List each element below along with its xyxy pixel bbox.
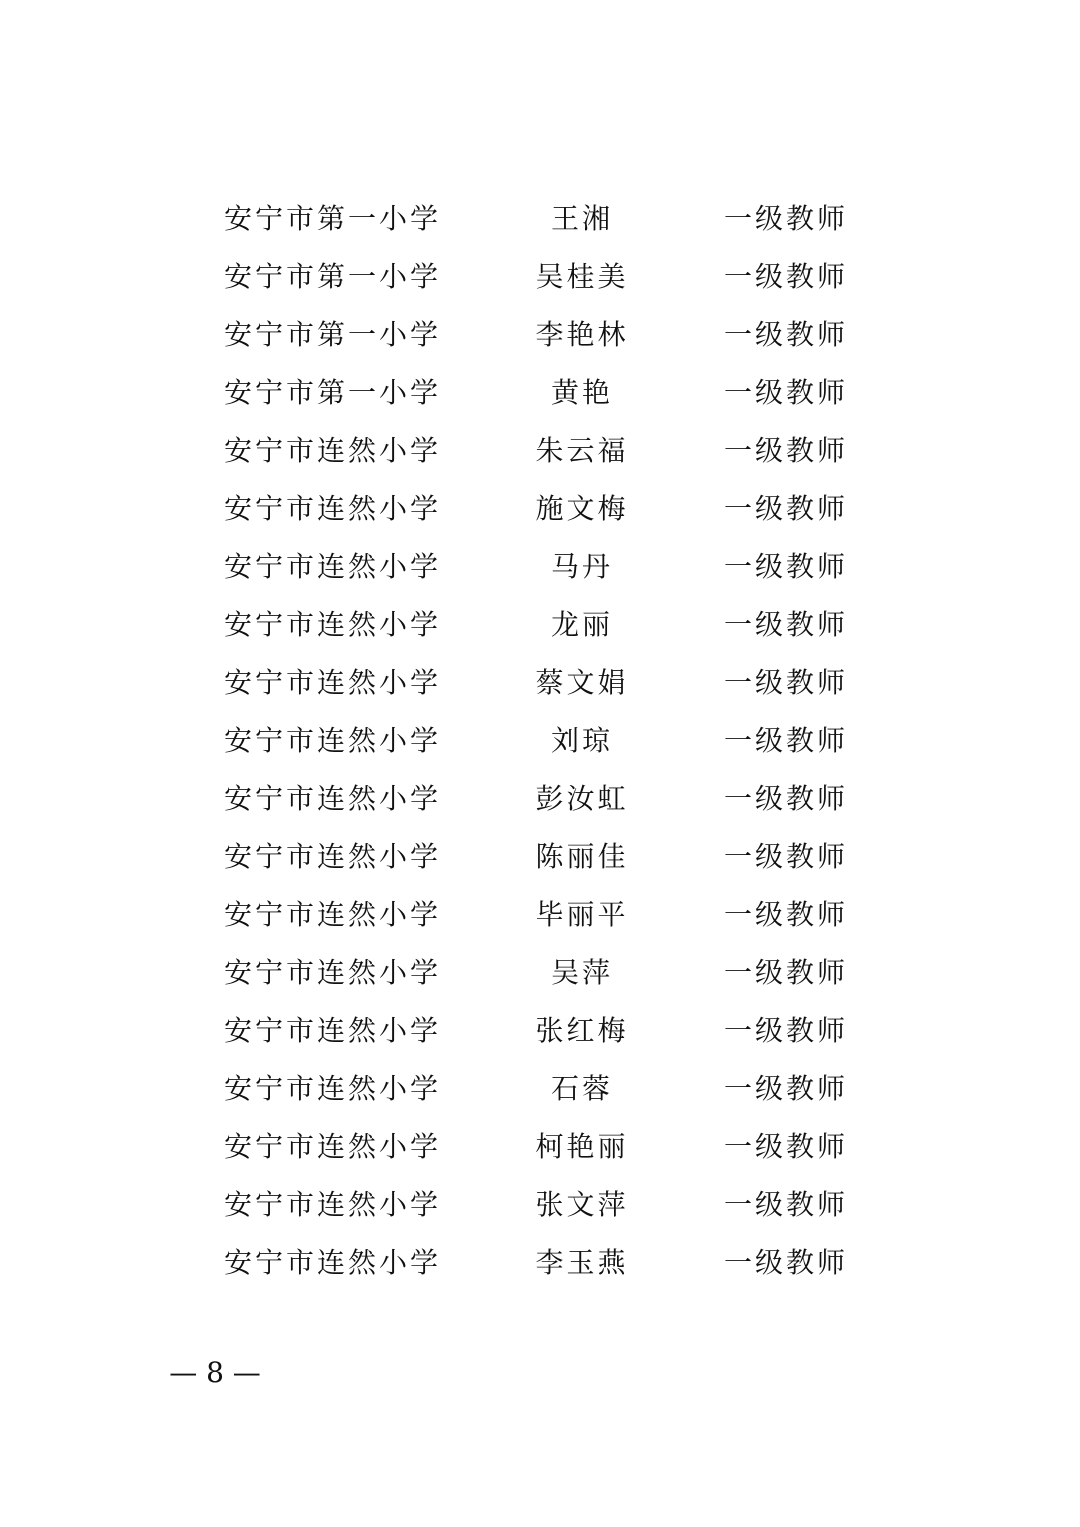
school-name: 安宁市连然小学 [224, 1188, 442, 1221]
teacher-title: 一级教师 [724, 898, 849, 931]
teacher-title: 一级教师 [724, 1072, 849, 1105]
list-item [0, 770, 1080, 828]
teacher-title: 一级教师 [724, 260, 849, 293]
teacher-name: 龙丽 [550, 608, 613, 641]
teacher-name: 吴萍 [550, 956, 613, 989]
teacher-title: 一级教师 [724, 376, 849, 409]
list-item [0, 654, 1080, 712]
list-item [0, 248, 1080, 306]
list-item [0, 712, 1080, 770]
teacher-title: 一级教师 [724, 492, 849, 525]
teacher-title: 一级教师 [724, 550, 849, 583]
list-item [0, 828, 1080, 886]
teacher-title: 一级教师 [724, 1246, 849, 1279]
page-number: — 8 — [169, 1356, 261, 1389]
teacher-name: 柯艳丽 [535, 1130, 629, 1163]
teacher-name: 施文梅 [535, 492, 629, 525]
school-name: 安宁市连然小学 [224, 898, 442, 931]
teacher-title: 一级教师 [724, 1130, 849, 1163]
school-name: 安宁市连然小学 [224, 782, 442, 815]
teacher-title: 一级教师 [724, 434, 849, 467]
school-name: 安宁市连然小学 [224, 666, 442, 699]
teacher-name: 李艳林 [535, 318, 629, 351]
teacher-name: 马丹 [550, 550, 613, 583]
teacher-title: 一级教师 [724, 956, 849, 989]
list-item [0, 1118, 1080, 1176]
teacher-title: 一级教师 [724, 202, 849, 235]
list-item [0, 1176, 1080, 1234]
school-name: 安宁市连然小学 [224, 1014, 442, 1047]
list-item [0, 886, 1080, 944]
list-item [0, 480, 1080, 538]
teacher-title: 一级教师 [724, 724, 849, 757]
school-name: 安宁市连然小学 [224, 434, 442, 467]
teacher-name: 王湘 [550, 202, 613, 235]
list-item [0, 364, 1080, 422]
school-name: 安宁市连然小学 [224, 1246, 442, 1279]
teacher-name: 李玉燕 [535, 1246, 629, 1279]
school-name: 安宁市连然小学 [224, 492, 442, 525]
teacher-name: 蔡文娟 [535, 666, 629, 699]
teacher-list [0, 190, 1080, 1292]
list-item [0, 944, 1080, 1002]
teacher-name: 刘琼 [550, 724, 613, 757]
list-item [0, 538, 1080, 596]
school-name: 安宁市第一小学 [224, 202, 442, 235]
teacher-name: 彭汝虹 [535, 782, 629, 815]
school-name: 安宁市连然小学 [224, 1130, 442, 1163]
school-name: 安宁市连然小学 [224, 956, 442, 989]
school-name: 安宁市连然小学 [224, 1072, 442, 1105]
school-name: 安宁市第一小学 [224, 260, 442, 293]
teacher-name: 朱云福 [535, 434, 629, 467]
list-item [0, 596, 1080, 654]
school-name: 安宁市连然小学 [224, 724, 442, 757]
list-item [0, 1060, 1080, 1118]
school-name: 安宁市第一小学 [224, 318, 442, 351]
teacher-title: 一级教师 [724, 608, 849, 641]
teacher-title: 一级教师 [724, 318, 849, 351]
teacher-name: 毕丽平 [535, 898, 629, 931]
teacher-name: 黄艳 [550, 376, 613, 409]
teacher-name: 吴桂美 [535, 260, 629, 293]
school-name: 安宁市连然小学 [224, 608, 442, 641]
teacher-name: 张红梅 [535, 1014, 629, 1047]
list-item [0, 1234, 1080, 1292]
teacher-name: 石蓉 [550, 1072, 613, 1105]
teacher-title: 一级教师 [724, 666, 849, 699]
school-name: 安宁市连然小学 [224, 840, 442, 873]
teacher-title: 一级教师 [724, 782, 849, 815]
list-item [0, 1002, 1080, 1060]
list-item [0, 190, 1080, 248]
teacher-title: 一级教师 [724, 840, 849, 873]
list-item [0, 422, 1080, 480]
school-name: 安宁市第一小学 [224, 376, 442, 409]
teacher-name: 张文萍 [535, 1188, 629, 1221]
list-item [0, 306, 1080, 364]
teacher-title: 一级教师 [724, 1014, 849, 1047]
school-name: 安宁市连然小学 [224, 550, 442, 583]
teacher-title: 一级教师 [724, 1188, 849, 1221]
teacher-name: 陈丽佳 [535, 840, 629, 873]
